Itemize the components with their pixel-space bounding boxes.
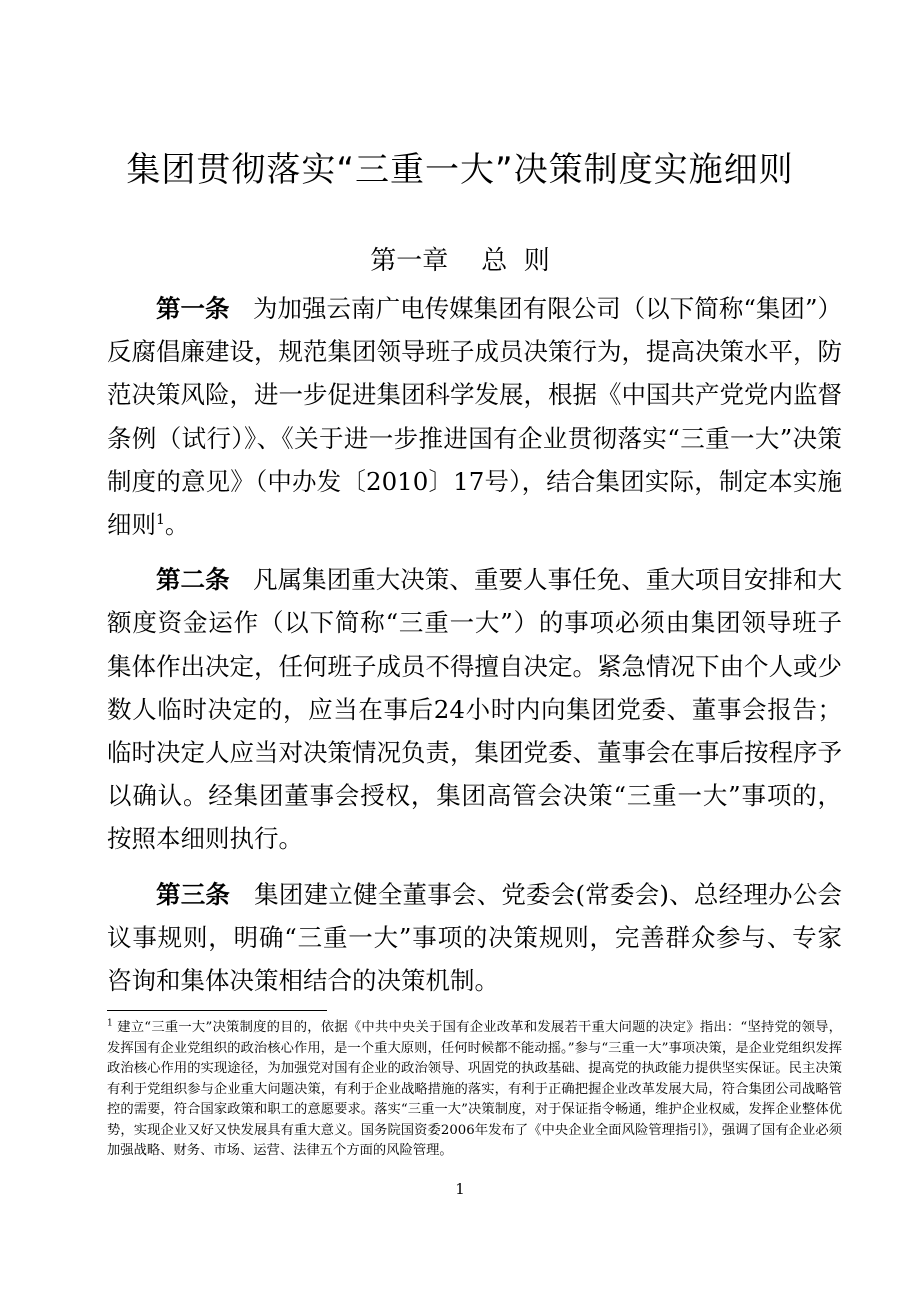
article-label: 第三条 (156, 879, 231, 909)
article-2 (107, 558, 842, 860)
footnote (107, 1018, 842, 1162)
article-1 (107, 287, 842, 546)
article-text: 集团建立健全董事会、党委会(常委会)、总经理办公会议事规则，明确“三重一大”事项的决策规则，完善群众参与、专家咨询和集体决策相结合的决策机制。 (107, 879, 842, 996)
article-label: 第二条 (156, 565, 230, 595)
footnote-reference[interactable]: 1 (156, 511, 165, 528)
article-text: 凡属集团重大决策、重要人事任免、重大项目安排和大额度资金运作（以下简称“三重一大”）的事项必须由集团领导班子集体作出决定，任何班子成员不得擅自决定。紧急情况下由个人或少数人临时决定的，应当在事后24小时内向集团党委、董事会报告；临时决定人应当对决策情况负责，集团党委、董事会在事后按程序予以确认。经集团董事会授权，集团高管会决策“三重一大”事项的，按照本细则执行。 (107, 565, 842, 854)
document-title: 集团贯彻落实“三重一大”决策制度实施细则 (126, 150, 794, 190)
article-3 (107, 873, 842, 1003)
page-number: 1 (455, 1180, 465, 1198)
footnote-separator (107, 1010, 327, 1011)
footnote-mark: 1 (107, 1018, 113, 1029)
article-text: 为加强云南广电传媒集团有限公司（以下简称“集团”）反腐倡廉建设，规范集团领导班子成员决策行为，提高决策水平，防范决策风险，进一步促进集团科学发展，根据《中国共产党党内监督条例（试行）》、《关于进一步推进国有企业贯彻落实“三重一大”决策制度的意见》（中办发〔2010〕17号），结合集团实际，制定本实施细则 (107, 294, 842, 540)
article-text-suffix: 。 (164, 510, 190, 540)
document-body (107, 287, 842, 1014)
footnote-text: 建立“三重一大”决策制度的目的，依据《中共中央关于国有企业改革和发展若干重大问题的决定》指出：“坚持党的领导，发挥国有企业党组织的政治核心作用，是一个重大原则，任何时候都不能动摇。”参与“三重一大”事项决策，是企业党组织发挥政治核心作用的实现途径，为加强党对国有企业的政治领导、巩固党的执政基础、提高党的执政能力提供坚实保证。民主决策有利于党组织参与企业重大问题决策，有利于企业战略措施的落实，有利于正确把握企业改革发展大局，符合集团公司战略管控的需要，符合国家政策和职工的意愿要求。落实“三重一大”决策制度，对于保证指令畅通，维护企业权威，发挥企业整体优势，实现企业又好又快发展具有重大意义。国务院国资委2006年发布了《中央企业全面风险管理指引》，强调了国有企业必须加强战略、财务、市场、运营、法律五个方面的风险管理。 (107, 1020, 842, 1158)
chapter-heading: 第一章 总 则 (370, 246, 550, 276)
article-label: 第一条 (156, 294, 230, 323)
